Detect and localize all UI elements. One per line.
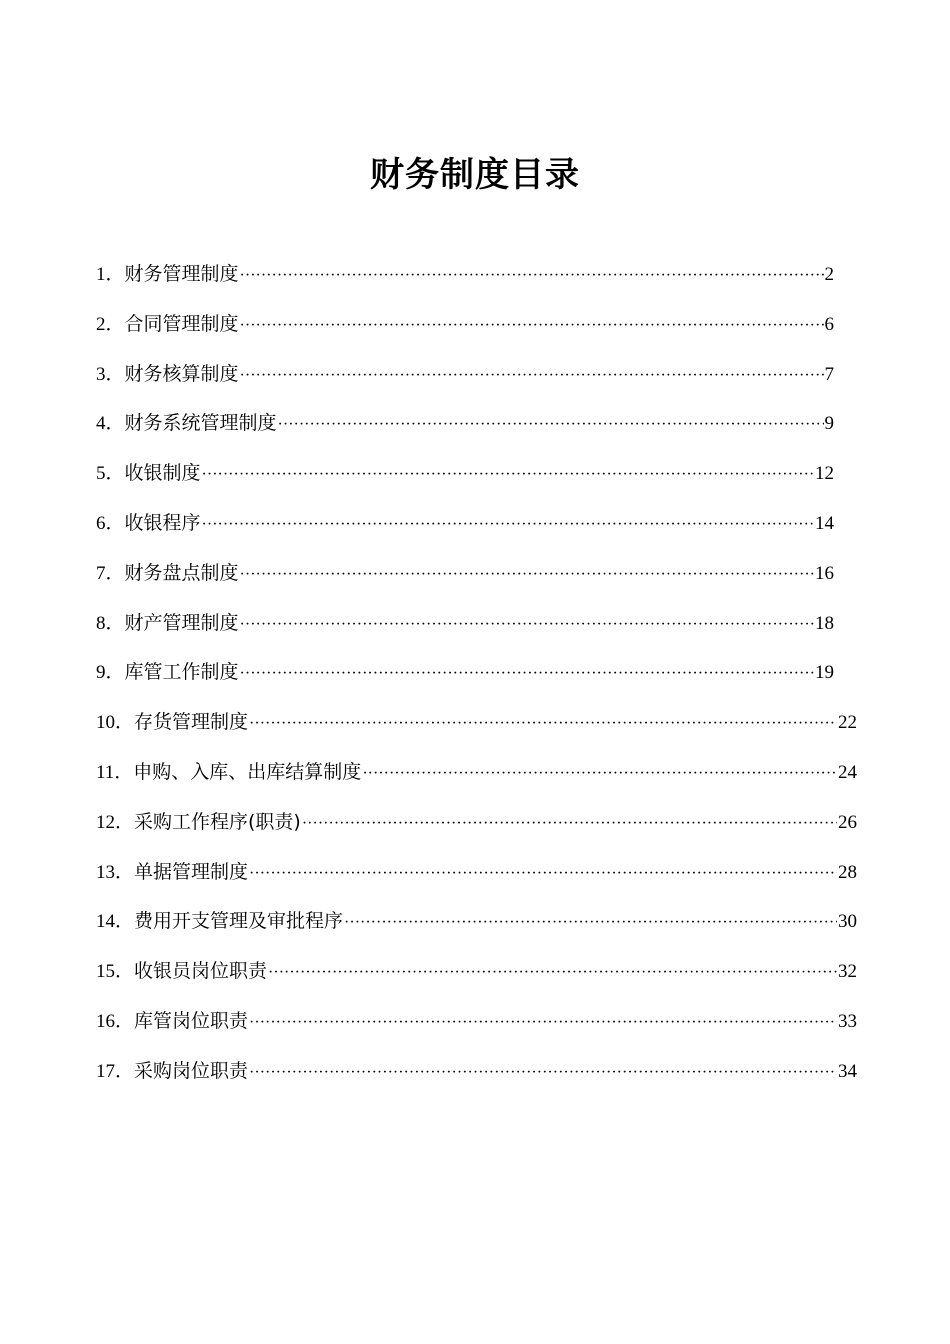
- toc-entry[interactable]: [96, 652, 834, 692]
- toc-entry-label: 财务盘点制度: [124, 561, 239, 584]
- toc-entry-number: 10．: [96, 712, 135, 734]
- toc-dot-leader: [240, 555, 814, 595]
- toc-entry-label: 存货管理制度: [134, 711, 249, 734]
- toc-entry-number: 11．: [96, 762, 134, 783]
- toc-dot-leader: [249, 1003, 837, 1043]
- toc-entry[interactable]: [96, 503, 834, 543]
- toc-entry-number: 9．: [96, 662, 125, 684]
- toc-entry-number: 8．: [96, 612, 125, 634]
- toc-entry-label: 财务核算制度: [124, 362, 239, 385]
- toc-entry-number: 13．: [96, 861, 135, 883]
- toc-entry-page-number: 16: [815, 562, 834, 584]
- toc-dot-leader: [240, 356, 824, 396]
- toc-entry-page-number: 6: [824, 313, 834, 335]
- toc-entry-label: 库管工作制度: [124, 661, 239, 684]
- toc-dot-leader: [202, 455, 814, 495]
- toc-entry-number: 6．: [96, 513, 125, 534]
- toc-entry[interactable]: [96, 603, 834, 643]
- toc-entry-number: 7．: [96, 562, 125, 584]
- toc-dot-leader: [240, 306, 824, 346]
- toc-entry-label: 合同管理制度: [124, 312, 239, 335]
- toc-entry[interactable]: [96, 702, 857, 742]
- toc-entry-label: 采购岗位职责: [134, 1059, 249, 1082]
- toc-entry[interactable]: [96, 553, 834, 593]
- toc-entry-label: 财务管理制度: [124, 263, 239, 285]
- toc-dot-leader: [249, 704, 837, 744]
- toc-entry-label: 财务系统管理制度: [124, 412, 277, 435]
- document-title: 财务制度目录: [370, 155, 580, 195]
- toc-entry-page-number: 33: [838, 1011, 857, 1032]
- toc-entry-page-number: 14: [815, 513, 834, 534]
- toc-entry-page-number: 28: [838, 861, 857, 883]
- toc-entry-page-number: 24: [838, 762, 857, 783]
- toc-entry[interactable]: [96, 802, 857, 842]
- toc-entry-label: 申购、入库、出库结算制度: [133, 761, 362, 783]
- toc-dot-leader: [240, 654, 814, 694]
- toc-entry-page-number: 22: [838, 712, 857, 734]
- toc-entry[interactable]: [96, 951, 857, 991]
- toc-entry-page-number: 19: [815, 662, 834, 684]
- toc-entry-number: 16．: [96, 1011, 135, 1032]
- toc-entry-number: 5．: [96, 463, 125, 485]
- toc-entry-label: 收银制度: [124, 462, 201, 485]
- toc-entry-number: 2．: [96, 313, 125, 335]
- toc-entry-label: 单据管理制度: [134, 860, 249, 883]
- toc-dot-leader: [302, 804, 837, 844]
- toc-entry-number: 14．: [96, 911, 135, 933]
- toc-entry[interactable]: [96, 1051, 857, 1091]
- toc-entry-number: 15．: [96, 961, 135, 983]
- toc-entry[interactable]: [96, 752, 857, 792]
- toc-entry-label: 采购工作程序(职责): [134, 810, 301, 833]
- toc-entry-page-number: 12: [815, 463, 834, 485]
- toc-dot-leader: [362, 754, 837, 794]
- toc-entry[interactable]: [96, 1001, 857, 1041]
- toc-entry-page-number: 9: [824, 413, 834, 435]
- toc-entry-page-number: 18: [815, 612, 834, 634]
- toc-entry-page-number: 30: [838, 911, 857, 933]
- toc-dot-leader: [249, 854, 837, 894]
- toc-entry-label: 费用开支管理及审批程序: [134, 910, 344, 933]
- toc-entry-page-number: 34: [838, 1060, 857, 1082]
- toc-entry[interactable]: [96, 403, 834, 443]
- toc-dot-leader: [240, 605, 814, 645]
- toc-entry-number: 17．: [96, 1060, 135, 1082]
- toc-entry-number: 1．: [96, 264, 125, 285]
- toc-entry-label: 收银程序: [124, 512, 201, 534]
- toc-entry[interactable]: [96, 254, 834, 294]
- toc-entry[interactable]: [96, 304, 834, 344]
- toc-entry-page-number: 32: [838, 961, 857, 983]
- toc-entry-number: 3．: [96, 363, 125, 385]
- toc-entry[interactable]: [96, 453, 834, 493]
- toc-entry-label: 收银员岗位职责: [134, 960, 268, 983]
- toc-entry-label: 财产管理制度: [124, 611, 239, 634]
- toc-entry[interactable]: [96, 852, 857, 892]
- toc-dot-leader: [344, 903, 837, 943]
- toc-entry-page-number: 26: [838, 811, 857, 833]
- toc-entry-number: 4．: [96, 413, 125, 435]
- toc-entry[interactable]: [96, 901, 857, 941]
- toc-dot-leader: [240, 256, 824, 296]
- toc-entry-label: 库管岗位职责: [134, 1010, 249, 1032]
- toc-dot-leader: [278, 405, 824, 445]
- toc-entry-page-number: 7: [824, 363, 834, 385]
- toc-dot-leader: [268, 953, 837, 993]
- toc-dot-leader: [202, 505, 814, 545]
- toc-entry-number: 12．: [96, 811, 135, 833]
- toc-entry[interactable]: [96, 354, 834, 394]
- toc-entry-page-number: 2: [824, 264, 834, 285]
- toc-dot-leader: [249, 1053, 837, 1093]
